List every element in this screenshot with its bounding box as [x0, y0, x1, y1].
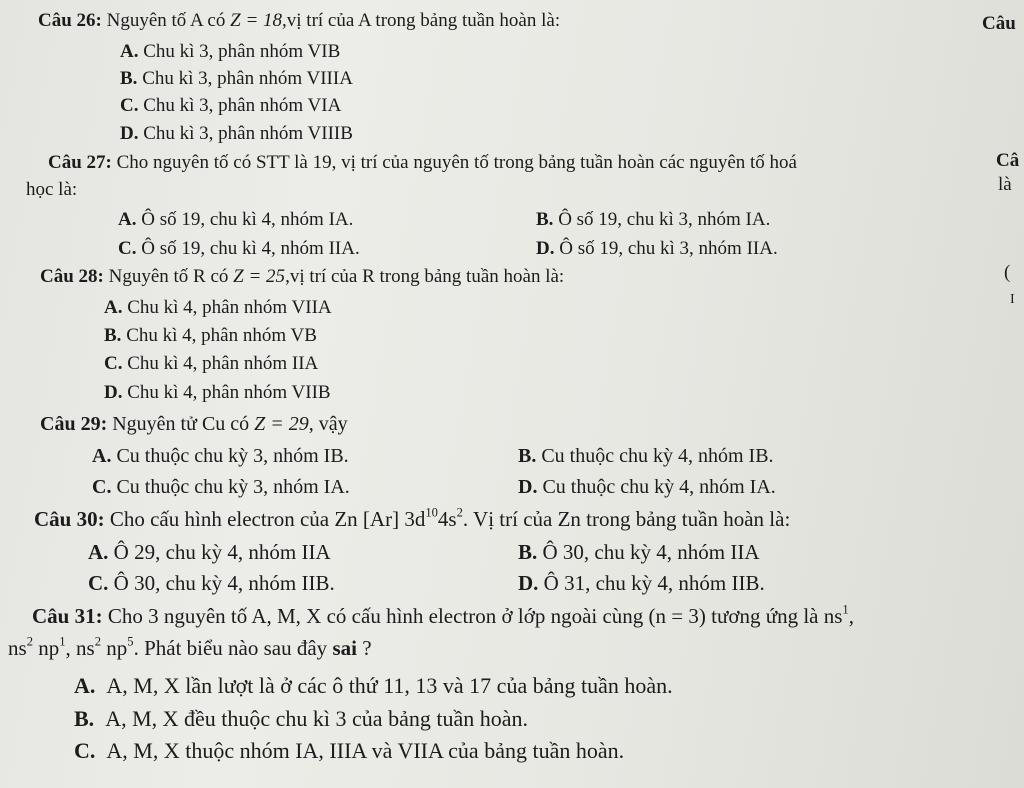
- q27-option-a[interactable]: A. Ô số 19, chu kì 4, nhóm IA.: [118, 209, 354, 230]
- question-28-stem: Câu 28: Nguyên tố R có Z = 25,vị trí của R trong bảng tuần hoàn là:: [40, 266, 565, 287]
- q29-option-c[interactable]: C. Cu thuộc chu kỳ 3, nhóm IA.: [92, 476, 350, 498]
- q29-option-d[interactable]: D. Cu thuộc chu kỳ 4, nhóm IA.: [518, 476, 776, 498]
- q27-option-d[interactable]: D. Ô số 19, chu kì 3, nhóm IIA.: [536, 238, 778, 259]
- q29-option-a[interactable]: A. Cu thuộc chu kỳ 3, nhóm IB.: [92, 445, 349, 467]
- question-30-stem: Câu 30: Cho cấu hình electron của Zn [Ar] $3d^{10}4s^2$. Vị trí của Zn trong bảng tuần hoàn là:: [34, 505, 791, 531]
- question-number: Câu 28:: [40, 266, 104, 287]
- q28-option-d[interactable]: D. Chu kì 4, phân nhóm VIIB: [104, 382, 331, 403]
- q31-option-a[interactable]: A. A, M, X lần lượt là ở các ô thứ 11, 13 và 17 của bảng tuần hoàn.: [74, 673, 673, 698]
- q30-option-d[interactable]: D. Ô 31, chu kỳ 4, nhóm IIB.: [518, 571, 765, 595]
- question-number: Câu 27:: [48, 152, 112, 173]
- q30-option-c[interactable]: C. Ô 30, chu kỳ 4, nhóm IIB.: [88, 571, 335, 595]
- q31-option-b[interactable]: B. A, M, X đều thuộc chu kì 3 của bảng tuần hoàn.: [74, 706, 528, 731]
- question-31-stem-cont: $ns^2$ $np^1$, $ns^2$ $np^5$. Phát biểu nào sau đây sai ?: [8, 634, 372, 660]
- question-number: Câu 29:: [40, 413, 108, 435]
- question-31-stem: Câu 31: Cho 3 nguyên tố A, M, X có cấu hình electron ở lớp ngoài cùng (n = 3) tương ứng là $ns^1$,: [32, 602, 854, 628]
- q31-option-c[interactable]: C. A, M, X thuộc nhóm IA, IIIA và VIIA của bảng tuần hoàn.: [74, 738, 625, 763]
- q28-option-a[interactable]: A. Chu kì 4, phân nhóm VIIA: [104, 297, 332, 318]
- edge-fragment-cau: Câu: [982, 13, 1016, 34]
- q28-option-c[interactable]: C. Chu kì 4, phân nhóm IIA: [104, 353, 319, 374]
- q27-option-c[interactable]: C. Ô số 19, chu kì 4, nhóm IIA.: [118, 238, 360, 259]
- q26-option-a[interactable]: A. Chu kì 3, phân nhóm VIB: [120, 41, 341, 62]
- question-26-stem: Câu 26: Nguyên tố A có Z = 18,vị trí của A trong bảng tuần hoàn là:: [38, 10, 561, 31]
- q26-option-c[interactable]: C. Chu kì 3, phân nhóm VIA: [120, 95, 342, 116]
- q30-option-a[interactable]: A. Ô 29, chu kỳ 4, nhóm IIA: [88, 540, 331, 564]
- question-number: Câu 30:: [34, 507, 105, 531]
- question-number: Câu 26:: [38, 10, 102, 31]
- edge-fragment-la: là: [998, 174, 1012, 195]
- q27-option-b[interactable]: B. Ô số 19, chu kì 3, nhóm IA.: [536, 209, 771, 230]
- question-29-stem: Câu 29: Nguyên tử Cu có Z = 29, vậy: [40, 413, 348, 435]
- q28-option-b[interactable]: B. Chu kì 4, phân nhóm VB: [104, 325, 317, 346]
- edge-fragment-bar: I: [1010, 292, 1015, 307]
- question-27-stem-cont: học là:: [26, 179, 78, 200]
- q26-option-b[interactable]: B. Chu kì 3, phân nhóm VIIIA: [120, 68, 353, 89]
- q26-option-d[interactable]: D. Chu kì 3, phân nhóm VIIIB: [120, 123, 353, 144]
- edge-fragment-ca: Câ: [996, 150, 1020, 171]
- q29-option-b[interactable]: B. Cu thuộc chu kỳ 4, nhóm IB.: [518, 445, 774, 467]
- q30-option-b[interactable]: B. Ô 30, chu kỳ 4, nhóm IIA: [518, 540, 760, 564]
- edge-fragment-paren: (: [1004, 262, 1011, 283]
- question-number: Câu 31:: [32, 604, 103, 628]
- question-27-stem: Câu 27: Cho nguyên tố có STT là 19, vị trí của nguyên tố trong bảng tuần hoàn các nguyên tố hoá: [48, 152, 797, 173]
